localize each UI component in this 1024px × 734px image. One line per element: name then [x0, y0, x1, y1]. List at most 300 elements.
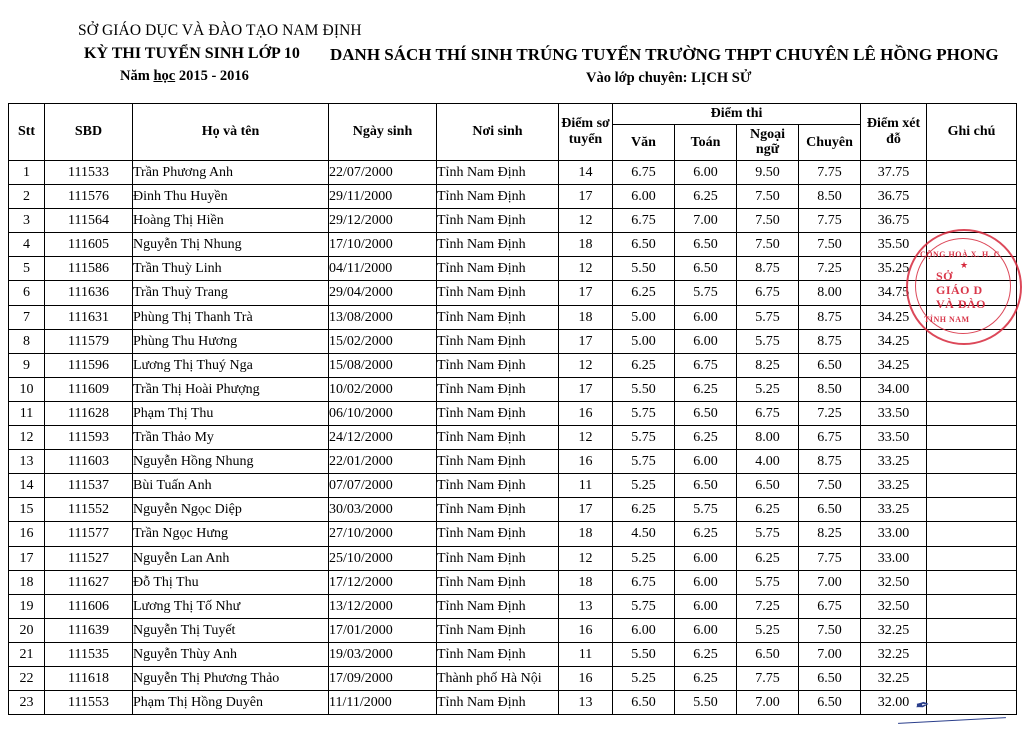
cell-chuyen: 8.75: [799, 329, 861, 353]
table-header-row-1: [9, 104, 1017, 125]
table-row: [9, 329, 1017, 353]
cell-diem-so-tuyen: 12: [559, 209, 613, 233]
cell-name: Phạm Thị Hồng Duyên: [133, 691, 329, 715]
cell-toan: 5.75: [675, 281, 737, 305]
column-header-diem-thi-group: Điểm thi: [613, 104, 861, 125]
column-header-stt: Stt: [9, 104, 45, 161]
cell-diem-xet-do: 36.75: [861, 185, 927, 209]
cell-van: 5.75: [613, 594, 675, 618]
cell-place: Tỉnh Nam Định: [437, 691, 559, 715]
cell-van: 6.75: [613, 209, 675, 233]
cell-diem-xet-do: 33.25: [861, 450, 927, 474]
cell-diem-xet-do: 33.50: [861, 426, 927, 450]
cell-sbd: 111535: [45, 642, 133, 666]
header-year-underlined: học: [153, 68, 176, 84]
cell-diem-so-tuyen: 16: [559, 450, 613, 474]
signature-line: [898, 717, 1006, 724]
cell-toan: 6.00: [675, 570, 737, 594]
cell-dob: 30/03/2000: [329, 498, 437, 522]
header-subject-line: Vào lớp chuyên: LỊCH SỬ: [586, 70, 752, 86]
cell-ghi-chu: [927, 377, 1017, 401]
cell-sbd: 111533: [45, 161, 133, 185]
cell-sbd: 111596: [45, 353, 133, 377]
cell-ghi-chu: [927, 474, 1017, 498]
cell-ghi-chu: [927, 209, 1017, 233]
cell-name: Phùng Thu Hương: [133, 329, 329, 353]
cell-dob: 29/11/2000: [329, 185, 437, 209]
cell-ngoai-ngu: 6.50: [737, 642, 799, 666]
table-row: [9, 233, 1017, 257]
cell-stt: 2: [9, 185, 45, 209]
cell-ngoai-ngu: 5.75: [737, 570, 799, 594]
table-row: [9, 377, 1017, 401]
table-row: [9, 546, 1017, 570]
cell-place: Tỉnh Nam Định: [437, 426, 559, 450]
cell-name: Đỗ Thị Thu: [133, 570, 329, 594]
cell-place: Tỉnh Nam Định: [437, 161, 559, 185]
cell-ghi-chu: [927, 666, 1017, 690]
header-year-prefix: Năm: [120, 68, 154, 84]
cell-place: Tỉnh Nam Định: [437, 233, 559, 257]
table-row: [9, 594, 1017, 618]
cell-toan: 6.00: [675, 161, 737, 185]
table-header: [9, 104, 1017, 161]
cell-stt: 3: [9, 209, 45, 233]
cell-chuyen: 7.00: [799, 642, 861, 666]
cell-dob: 07/07/2000: [329, 474, 437, 498]
cell-dob: 15/02/2000: [329, 329, 437, 353]
cell-ghi-chu: [927, 329, 1017, 353]
cell-van: 5.00: [613, 329, 675, 353]
table-row: [9, 642, 1017, 666]
cell-van: 5.50: [613, 377, 675, 401]
cell-ghi-chu: [927, 522, 1017, 546]
cell-chuyen: 6.50: [799, 498, 861, 522]
cell-dob: 29/04/2000: [329, 281, 437, 305]
cell-sbd: 111605: [45, 233, 133, 257]
cell-place: Tỉnh Nam Định: [437, 209, 559, 233]
column-header-sbd: SBD: [45, 104, 133, 161]
cell-van: 5.75: [613, 401, 675, 425]
cell-diem-xet-do: 33.25: [861, 498, 927, 522]
cell-dob: 22/07/2000: [329, 161, 437, 185]
cell-diem-xet-do: 32.25: [861, 618, 927, 642]
header-main-title: DANH SÁCH THÍ SINH TRÚNG TUYỂN TRƯỜNG THPT CHUYÊN LÊ HỒNG PHONG: [330, 45, 999, 64]
cell-stt: 9: [9, 353, 45, 377]
cell-sbd: 111576: [45, 185, 133, 209]
table-row: [9, 401, 1017, 425]
cell-stt: 21: [9, 642, 45, 666]
cell-diem-xet-do: 35.25: [861, 257, 927, 281]
cell-chuyen: 6.75: [799, 426, 861, 450]
cell-place: Tỉnh Nam Định: [437, 570, 559, 594]
cell-ngoai-ngu: 7.50: [737, 233, 799, 257]
cell-dob: 17/10/2000: [329, 233, 437, 257]
cell-sbd: 111527: [45, 546, 133, 570]
cell-van: 6.75: [613, 570, 675, 594]
cell-ngoai-ngu: 7.50: [737, 185, 799, 209]
stamp-line-2: GIÁO D: [936, 283, 983, 298]
cell-sbd: 111586: [45, 257, 133, 281]
cell-place: Tỉnh Nam Định: [437, 257, 559, 281]
cell-van: 6.50: [613, 691, 675, 715]
cell-chuyen: 8.75: [799, 305, 861, 329]
cell-ghi-chu: [927, 642, 1017, 666]
cell-diem-xet-do: 32.25: [861, 666, 927, 690]
cell-stt: 17: [9, 546, 45, 570]
stamp-top-text: CỘNG HOÀ X. H. C: [920, 250, 1000, 259]
cell-van: 5.25: [613, 666, 675, 690]
column-header-ghi-chu: Ghi chú: [927, 104, 1017, 161]
cell-sbd: 111603: [45, 450, 133, 474]
cell-ngoai-ngu: 6.25: [737, 498, 799, 522]
header-department: SỞ GIÁO DỤC VÀ ĐÀO TẠO NAM ĐỊNH: [78, 22, 362, 39]
cell-stt: 20: [9, 618, 45, 642]
cell-toan: 6.25: [675, 426, 737, 450]
cell-name: Phạm Thị Thu: [133, 401, 329, 425]
cell-place: Tỉnh Nam Định: [437, 281, 559, 305]
cell-place: Tỉnh Nam Định: [437, 594, 559, 618]
cell-sbd: 111639: [45, 618, 133, 642]
table-row: [9, 570, 1017, 594]
cell-sbd: 111593: [45, 426, 133, 450]
cell-dob: 06/10/2000: [329, 401, 437, 425]
cell-toan: 6.25: [675, 522, 737, 546]
cell-ngoai-ngu: 6.75: [737, 401, 799, 425]
cell-stt: 12: [9, 426, 45, 450]
cell-van: 6.75: [613, 161, 675, 185]
table-row: [9, 281, 1017, 305]
cell-diem-xet-do: 36.75: [861, 209, 927, 233]
stamp-line-1: SỞ: [936, 269, 954, 283]
document-header: [0, 0, 1024, 94]
cell-toan: 6.25: [675, 377, 737, 401]
cell-name: Nguyễn Lan Anh: [133, 546, 329, 570]
cell-dob: 15/08/2000: [329, 353, 437, 377]
column-header-name: Họ và tên: [133, 104, 329, 161]
cell-stt: 8: [9, 329, 45, 353]
cell-place: Tỉnh Nam Định: [437, 305, 559, 329]
cell-ghi-chu: [927, 450, 1017, 474]
cell-sbd: 111564: [45, 209, 133, 233]
cell-chuyen: 7.00: [799, 570, 861, 594]
column-header-dob: Ngày sinh: [329, 104, 437, 161]
cell-place: Tỉnh Nam Định: [437, 546, 559, 570]
cell-chuyen: 7.25: [799, 257, 861, 281]
table-row: [9, 691, 1017, 715]
column-header-ngoai-ngu: Ngoại ngữ: [737, 124, 799, 160]
cell-sbd: 111631: [45, 305, 133, 329]
cell-toan: 6.25: [675, 642, 737, 666]
cell-ngoai-ngu: 8.00: [737, 426, 799, 450]
cell-chuyen: 6.50: [799, 666, 861, 690]
cell-chuyen: 8.50: [799, 185, 861, 209]
table-row: [9, 618, 1017, 642]
cell-ngoai-ngu: 7.50: [737, 209, 799, 233]
cell-name: Nguyễn Thị Tuyết: [133, 618, 329, 642]
cell-name: Trần Ngọc Hưng: [133, 522, 329, 546]
cell-chuyen: 7.50: [799, 233, 861, 257]
cell-name: Lương Thị Thuý Nga: [133, 353, 329, 377]
cell-stt: 18: [9, 570, 45, 594]
table-row: [9, 209, 1017, 233]
cell-place: Tỉnh Nam Định: [437, 474, 559, 498]
cell-sbd: 111606: [45, 594, 133, 618]
cell-stt: 1: [9, 161, 45, 185]
cell-diem-so-tuyen: 17: [559, 185, 613, 209]
cell-dob: 19/03/2000: [329, 642, 437, 666]
cell-chuyen: 7.75: [799, 546, 861, 570]
cell-diem-xet-do: 37.75: [861, 161, 927, 185]
cell-stt: 6: [9, 281, 45, 305]
cell-diem-so-tuyen: 16: [559, 666, 613, 690]
cell-van: 6.00: [613, 618, 675, 642]
cell-stt: 15: [9, 498, 45, 522]
cell-diem-so-tuyen: 11: [559, 642, 613, 666]
cell-sbd: 111609: [45, 377, 133, 401]
cell-ngoai-ngu: 5.75: [737, 329, 799, 353]
cell-ghi-chu: [927, 257, 1017, 281]
cell-name: Nguyễn Ngọc Diệp: [133, 498, 329, 522]
cell-chuyen: 8.50: [799, 377, 861, 401]
cell-stt: 7: [9, 305, 45, 329]
header-year-suffix: 2015 - 2016: [175, 68, 249, 84]
cell-van: 6.25: [613, 353, 675, 377]
cell-name: Trần Phương Anh: [133, 161, 329, 185]
cell-ghi-chu: [927, 281, 1017, 305]
cell-diem-xet-do: 33.50: [861, 401, 927, 425]
cell-diem-xet-do: 35.50: [861, 233, 927, 257]
cell-stt: 14: [9, 474, 45, 498]
cell-diem-xet-do: 34.75: [861, 281, 927, 305]
cell-ghi-chu: [927, 353, 1017, 377]
cell-van: 5.00: [613, 305, 675, 329]
cell-name: Bùi Tuấn Anh: [133, 474, 329, 498]
cell-dob: 04/11/2000: [329, 257, 437, 281]
cell-chuyen: 6.50: [799, 353, 861, 377]
cell-dob: 11/11/2000: [329, 691, 437, 715]
cell-diem-so-tuyen: 18: [559, 305, 613, 329]
cell-van: 5.75: [613, 450, 675, 474]
cell-place: Tỉnh Nam Định: [437, 353, 559, 377]
cell-toan: 6.75: [675, 353, 737, 377]
cell-toan: 6.00: [675, 546, 737, 570]
cell-dob: 25/10/2000: [329, 546, 437, 570]
cell-van: 6.00: [613, 185, 675, 209]
cell-sbd: 111537: [45, 474, 133, 498]
cell-ghi-chu: [927, 233, 1017, 257]
cell-van: 5.25: [613, 474, 675, 498]
cell-toan: 6.50: [675, 233, 737, 257]
cell-chuyen: 7.75: [799, 161, 861, 185]
cell-diem-so-tuyen: 14: [559, 161, 613, 185]
stamp-line-3: VÀ ĐÀO: [936, 297, 986, 312]
cell-name: Nguyễn Thùy Anh: [133, 642, 329, 666]
cell-diem-so-tuyen: 16: [559, 618, 613, 642]
cell-van: 5.75: [613, 426, 675, 450]
signature-mark: ✒: [912, 695, 930, 717]
cell-ghi-chu: [927, 498, 1017, 522]
table-row: [9, 498, 1017, 522]
cell-ghi-chu: [927, 594, 1017, 618]
cell-diem-so-tuyen: 17: [559, 377, 613, 401]
results-table: [8, 103, 1017, 715]
cell-dob: 27/10/2000: [329, 522, 437, 546]
cell-ghi-chu: [927, 546, 1017, 570]
cell-diem-so-tuyen: 12: [559, 257, 613, 281]
cell-toan: 6.00: [675, 305, 737, 329]
cell-chuyen: 7.50: [799, 474, 861, 498]
cell-diem-so-tuyen: 18: [559, 570, 613, 594]
cell-diem-so-tuyen: 18: [559, 233, 613, 257]
cell-diem-xet-do: 32.00: [861, 691, 927, 715]
cell-ngoai-ngu: 8.25: [737, 353, 799, 377]
table-row: [9, 161, 1017, 185]
cell-diem-xet-do: 34.25: [861, 329, 927, 353]
cell-chuyen: 6.50: [799, 691, 861, 715]
table-row: [9, 474, 1017, 498]
cell-toan: 5.75: [675, 498, 737, 522]
cell-ghi-chu: [927, 161, 1017, 185]
cell-name: Nguyễn Hồng Nhung: [133, 450, 329, 474]
cell-diem-so-tuyen: 12: [559, 353, 613, 377]
cell-diem-xet-do: 32.50: [861, 570, 927, 594]
cell-diem-so-tuyen: 12: [559, 546, 613, 570]
cell-diem-so-tuyen: 17: [559, 498, 613, 522]
cell-place: Tỉnh Nam Định: [437, 329, 559, 353]
cell-ngoai-ngu: 7.00: [737, 691, 799, 715]
cell-stt: 11: [9, 401, 45, 425]
cell-diem-so-tuyen: 16: [559, 401, 613, 425]
table-row: [9, 353, 1017, 377]
cell-toan: 6.00: [675, 618, 737, 642]
cell-ngoai-ngu: 8.75: [737, 257, 799, 281]
cell-name: Lương Thị Tố Như: [133, 594, 329, 618]
cell-stt: 13: [9, 450, 45, 474]
cell-name: Nguyễn Thị Nhung: [133, 233, 329, 257]
cell-chuyen: 7.50: [799, 618, 861, 642]
cell-stt: 10: [9, 377, 45, 401]
cell-stt: 23: [9, 691, 45, 715]
cell-name: Đinh Thu Huyền: [133, 185, 329, 209]
table-row: [9, 257, 1017, 281]
cell-name: Trần Thuỳ Trang: [133, 281, 329, 305]
cell-ghi-chu: [927, 185, 1017, 209]
stamp-star-icon: ★: [960, 260, 969, 270]
cell-ghi-chu: [927, 570, 1017, 594]
cell-toan: 6.25: [675, 666, 737, 690]
cell-ngoai-ngu: 6.50: [737, 474, 799, 498]
cell-dob: 17/09/2000: [329, 666, 437, 690]
cell-place: Tỉnh Nam Định: [437, 498, 559, 522]
cell-dob: 29/12/2000: [329, 209, 437, 233]
cell-ngoai-ngu: 5.25: [737, 377, 799, 401]
table-row: [9, 522, 1017, 546]
cell-diem-so-tuyen: 11: [559, 474, 613, 498]
cell-dob: 13/12/2000: [329, 594, 437, 618]
cell-chuyen: 7.25: [799, 401, 861, 425]
cell-chuyen: 6.75: [799, 594, 861, 618]
cell-name: Nguyễn Thị Phương Thảo: [133, 666, 329, 690]
cell-sbd: 111636: [45, 281, 133, 305]
cell-dob: 13/08/2000: [329, 305, 437, 329]
cell-van: 6.25: [613, 281, 675, 305]
cell-stt: 22: [9, 666, 45, 690]
cell-chuyen: 7.75: [799, 209, 861, 233]
cell-dob: 10/02/2000: [329, 377, 437, 401]
cell-chuyen: 8.25: [799, 522, 861, 546]
cell-stt: 19: [9, 594, 45, 618]
cell-diem-so-tuyen: 13: [559, 691, 613, 715]
table-row: [9, 666, 1017, 690]
cell-diem-xet-do: 34.25: [861, 353, 927, 377]
cell-place: Tỉnh Nam Định: [437, 185, 559, 209]
cell-name: Trần Thị Hoài Phượng: [133, 377, 329, 401]
cell-sbd: 111579: [45, 329, 133, 353]
cell-name: Trần Thuỳ Linh: [133, 257, 329, 281]
column-header-chuyen: Chuyên: [799, 124, 861, 160]
cell-ghi-chu: [927, 691, 1017, 715]
table-row: [9, 305, 1017, 329]
cell-toan: 6.00: [675, 594, 737, 618]
cell-stt: 16: [9, 522, 45, 546]
cell-ghi-chu: [927, 305, 1017, 329]
cell-place: Tỉnh Nam Định: [437, 642, 559, 666]
cell-dob: 24/12/2000: [329, 426, 437, 450]
cell-chuyen: 8.75: [799, 450, 861, 474]
cell-toan: 6.50: [675, 257, 737, 281]
table-row: [9, 450, 1017, 474]
cell-place: Tỉnh Nam Định: [437, 522, 559, 546]
cell-chuyen: 8.00: [799, 281, 861, 305]
cell-dob: 17/12/2000: [329, 570, 437, 594]
cell-dob: 17/01/2000: [329, 618, 437, 642]
cell-van: 5.50: [613, 257, 675, 281]
column-header-diem-xet-do: Điểm xét đỗ: [861, 104, 927, 161]
cell-sbd: 111552: [45, 498, 133, 522]
cell-diem-so-tuyen: 17: [559, 281, 613, 305]
cell-stt: 4: [9, 233, 45, 257]
cell-sbd: 111553: [45, 691, 133, 715]
cell-toan: 6.00: [675, 450, 737, 474]
cell-place: Tỉnh Nam Định: [437, 401, 559, 425]
cell-diem-so-tuyen: 13: [559, 594, 613, 618]
cell-sbd: 111627: [45, 570, 133, 594]
cell-sbd: 111628: [45, 401, 133, 425]
column-header-van: Văn: [613, 124, 675, 160]
column-header-toan: Toán: [675, 124, 737, 160]
header-school-year: [120, 68, 249, 85]
cell-ngoai-ngu: 5.75: [737, 305, 799, 329]
table-row: [9, 185, 1017, 209]
cell-sbd: 111577: [45, 522, 133, 546]
cell-van: 6.25: [613, 498, 675, 522]
cell-ngoai-ngu: 7.75: [737, 666, 799, 690]
cell-diem-xet-do: 33.00: [861, 522, 927, 546]
cell-diem-xet-do: 34.25: [861, 305, 927, 329]
stamp-bottom-text: TỈNH NAM: [924, 315, 970, 324]
cell-diem-xet-do: 32.25: [861, 642, 927, 666]
cell-diem-xet-do: 32.50: [861, 594, 927, 618]
cell-ngoai-ngu: 6.75: [737, 281, 799, 305]
cell-dob: 22/01/2000: [329, 450, 437, 474]
cell-name: Hoàng Thị Hiền: [133, 209, 329, 233]
cell-ghi-chu: [927, 618, 1017, 642]
table-row: [9, 426, 1017, 450]
cell-ngoai-ngu: 4.00: [737, 450, 799, 474]
cell-diem-so-tuyen: 18: [559, 522, 613, 546]
cell-toan: 6.50: [675, 474, 737, 498]
